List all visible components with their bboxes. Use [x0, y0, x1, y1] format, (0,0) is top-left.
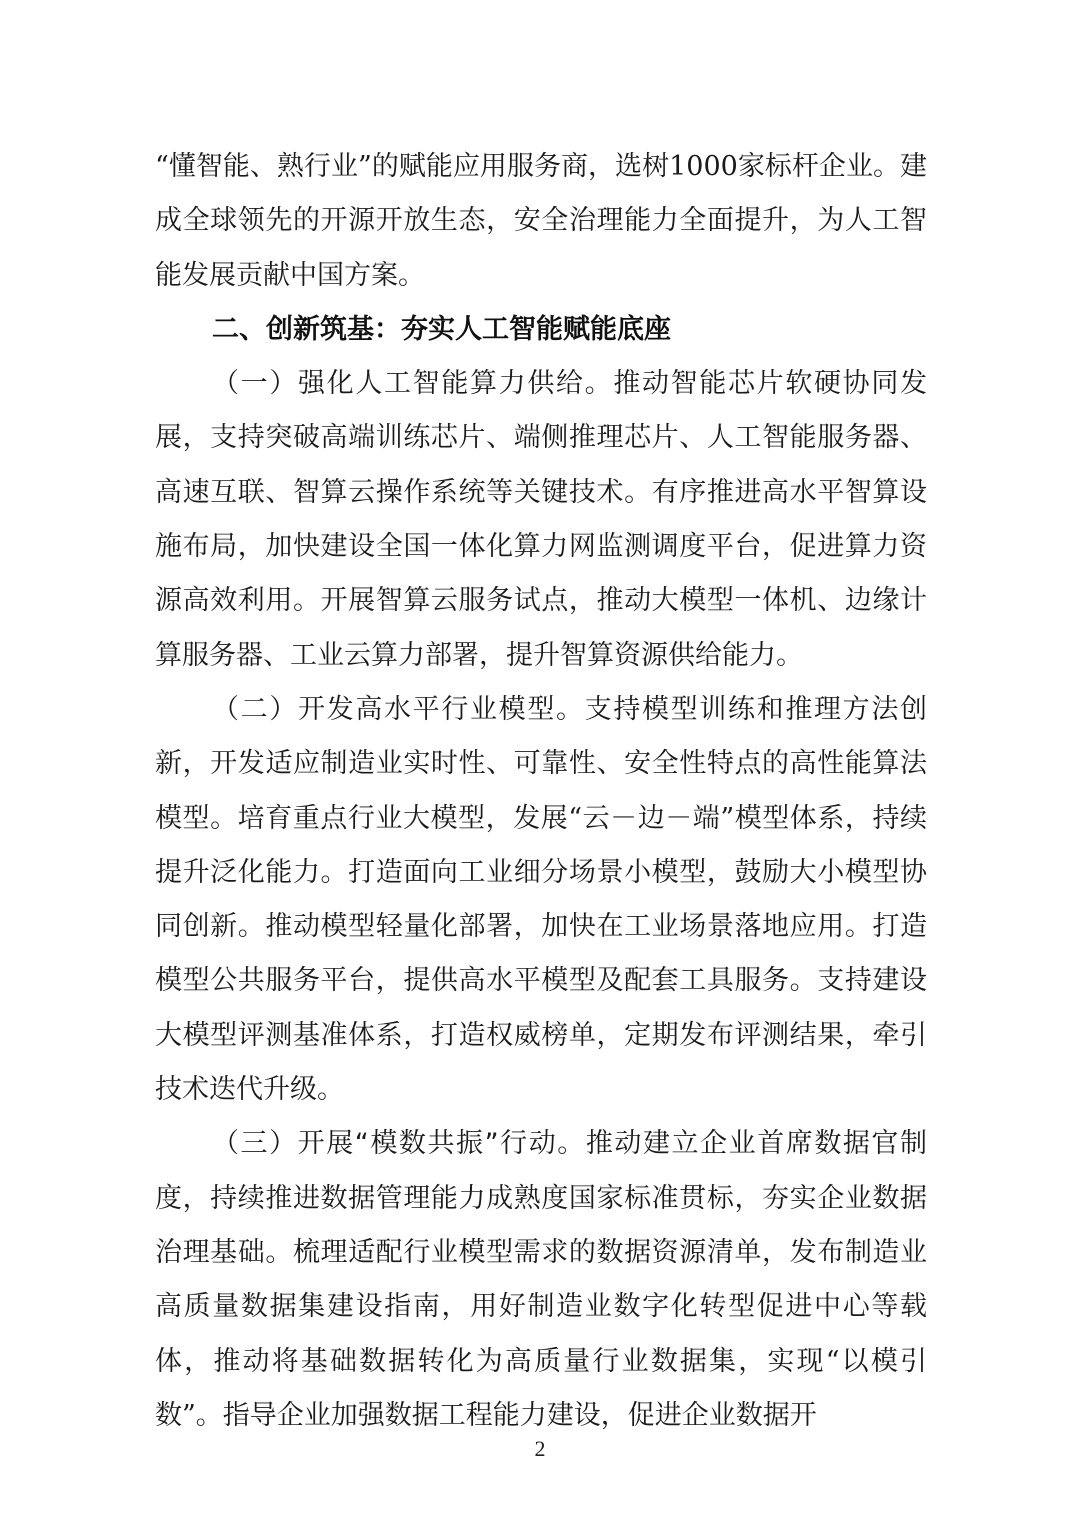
paragraph-model-data-resonance: [155, 1117, 927, 1443]
paragraph-text: 推动建立企业首席数据官制度，持续推进数据管理能力成熟度国家标准贯标，夯实企业数据治理基础。梳理适配行业模型需求的数据资源清单，发布制造业高质量数据集建设指南，用好制造业数字化转型促进中心等载体，推动将基础数据转化为高质量行业数据集，实现“以模引数”。指导企业加强数据工程能力建设，促进企业数据开: [155, 1128, 927, 1431]
page-number: 2: [534, 1436, 546, 1461]
paragraph-lead: （三）开展“模数共振”行动。: [212, 1128, 586, 1160]
paragraph-text: 支持模型训练和推理方法创新，开发适应制造业实时性、可靠性、安全性特点的高性能算法模型。培育重点行业大模型，发展“云－边－端”模型体系，持续提升泛化能力。打造面向工业细分场景小模型，鼓励大小模型协同创新。推动模型轻量化部署，加快在工业场景落地应用。打造模型公共服务平台，提供高水平模型及配套工具服务。支持建设大模型评测基准体系，打造权威榜单，定期发布评测结果，牵引技术迭代升级。: [155, 693, 928, 1106]
document-body: [155, 140, 927, 1443]
paragraph-compute-supply: [155, 357, 927, 683]
section-heading: 二、创新筑基：夯实人工智能赋能底座: [212, 313, 671, 345]
paragraph-text: 推动智能芯片软硬协同发展，支持突破高端训练芯片、端侧推理芯片、人工智能服务器、高速互联、智算云操作系统等关键技术。有序推进高水平智算设施布局，加快建设全国一体化算力网监测调度平台，促进算力资源高效利用。开展智算云服务试点，推动大模型一体机、边缘计算服务器、工业云算力部署，提升智算资源供给能力。: [155, 368, 928, 671]
paragraph-lead: （一）强化人工智能算力供给。: [212, 368, 614, 400]
paragraph-lead: （二）开发高水平行业模型。: [212, 693, 585, 725]
paragraph-continuation: “懂智能、熟行业”的赋能应用服务商，选树1000家标杆企业。建成全球领先的开源开放生态，安全治理能力全面提升，为人工智能发展贡献中国方案。: [155, 151, 927, 291]
paragraph-industry-models: [155, 683, 927, 1117]
